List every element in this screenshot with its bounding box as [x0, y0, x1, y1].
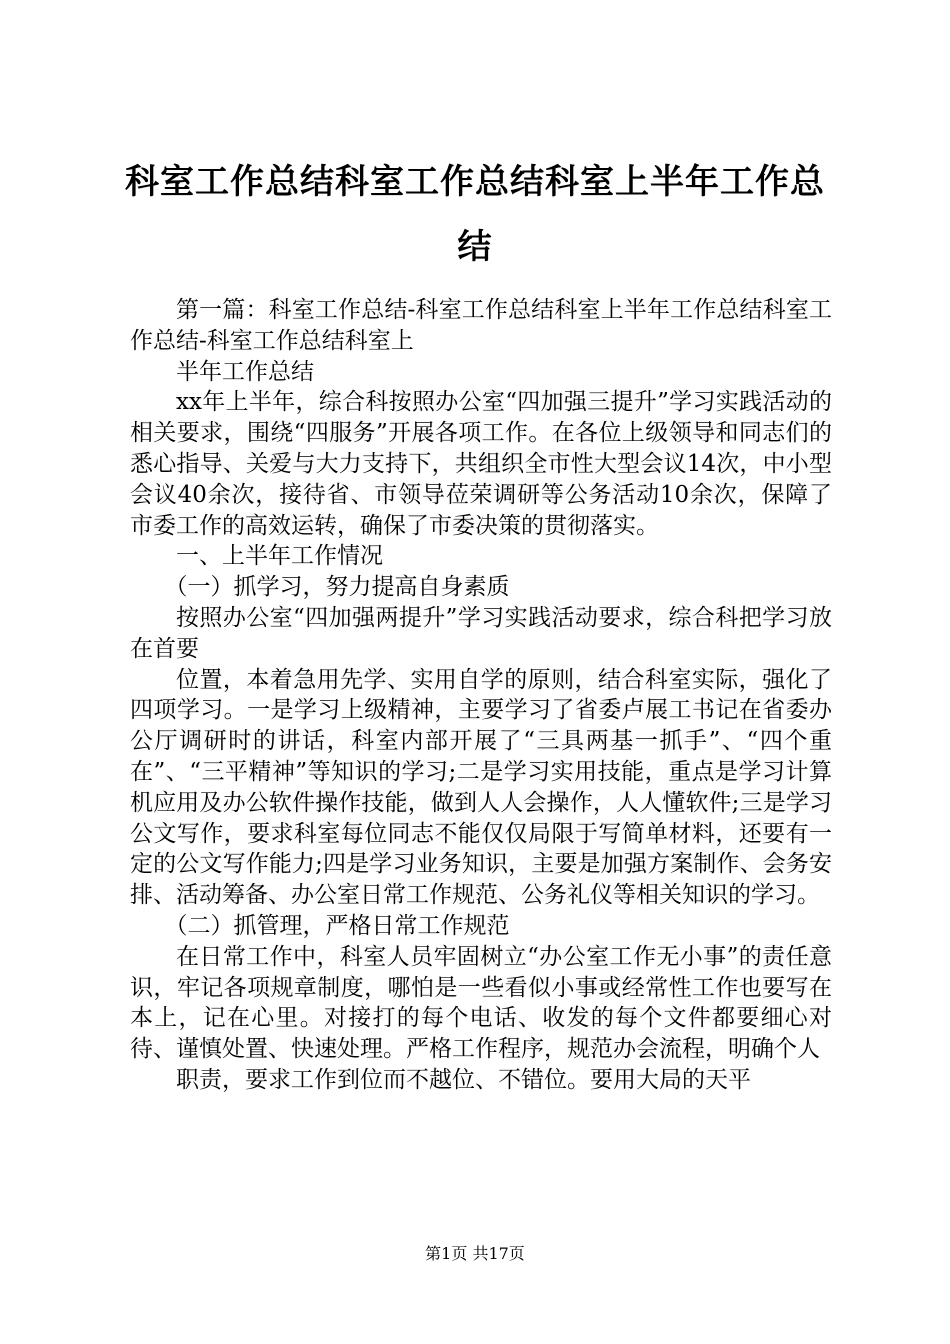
paragraph: 一、上半年工作情况: [176, 543, 383, 570]
paragraph: （二）抓管理，严格日常工作规范: [164, 912, 510, 939]
paragraph: 在日常工作中，科室人员牢固树立“办公室工作无小事”的责任意识，牢记各项规章制度，哪怕是一些看似小事或经常性工作也要写在本上，记在心里。对接打的每个电话、收发的每个文件都要细心对待、谨慎处置、快速处理。严格工作程序，规范办会流程，明确个人: [130, 943, 832, 1063]
page-footer: 第1页 共17页: [425, 1244, 525, 1263]
document-body: [130, 295, 832, 1096]
paragraph: 按照办公室“四加强两提升”学习实践活动要求，综合科把学习放在首要: [130, 604, 832, 662]
paragraph: 位置，本着急用先学、实用自学的原则，结合科室实际，强化了四项学习。一是学习上级精神，主要学习了省委卢展工书记在省委办公厅调研时的讲话，科室内部开展了“三具两基一抓手”、“四个重在”、“三平精神”等知识的学习;二是学习实用技能，重点是学习计算机应用及办公软件操作技能，做到人人会操作，人人懂软件;三是学习公文写作，要求科室每位同志不能仅仅局限于写简单材料，还要有一定的公文写作能力;四是学习业务知识，主要是加强方案制作、会务安排、活动筹备、办公室日常工作规范、公务礼仪等相关知识的学习。: [130, 666, 832, 909]
paragraph: 职责，要求工作到位而不越位、不错位。要用大局的天平: [176, 1066, 751, 1093]
document-title: 科室工作总结科室工作总结科室上半年工作总结: [125, 162, 825, 267]
paragraph: xx年上半年，综合科按照办公室“四加强三提升”学习实践活动的相关要求，围绕“四服务”开展各项工作。在各位上级领导和同志们的悉心指导、关爱与大力支持下，共组织全市性大型会议14次，中小型会议40余次，接待省、市领导莅荣调研等公务活动10余次，保障了市委工作的高效运转，确保了市委决策的贯彻落实。: [130, 389, 832, 539]
paragraph: 第一篇：科室工作总结-科室工作总结科室上半年工作总结科室工作总结-科室工作总结科室上: [130, 297, 832, 354]
paragraph: （一）抓学习，努力提高自身素质: [164, 574, 510, 601]
paragraph: 半年工作总结: [176, 358, 314, 385]
